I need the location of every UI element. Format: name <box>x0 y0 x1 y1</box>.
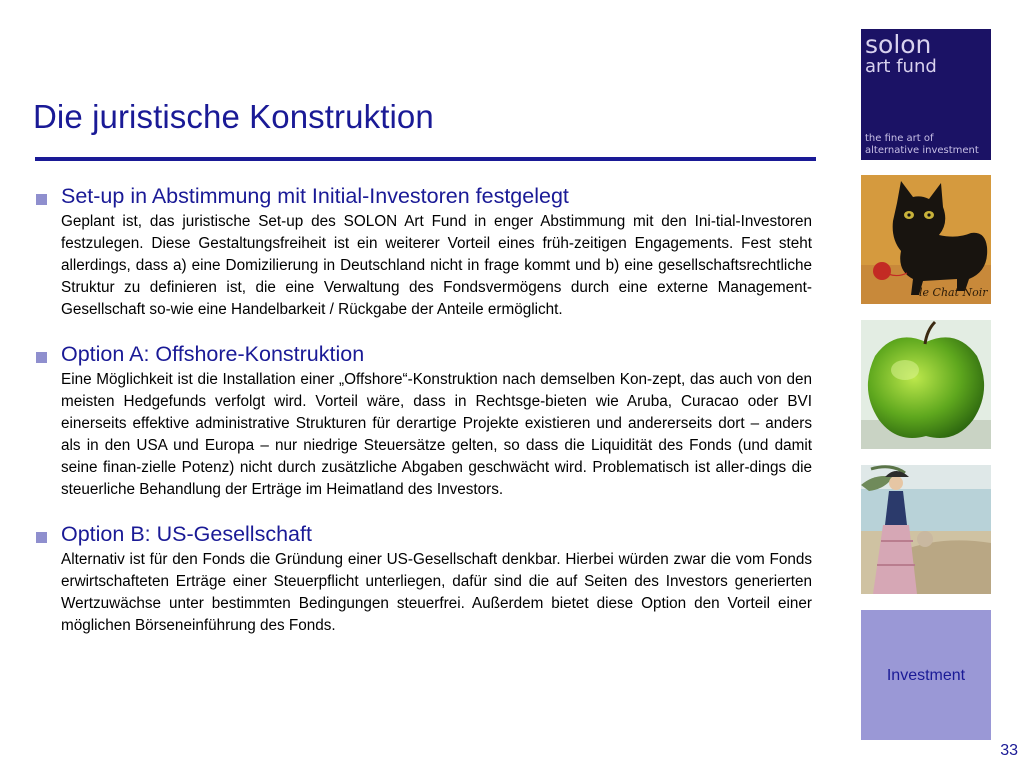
title-underline <box>35 157 816 161</box>
section-setup <box>36 184 812 321</box>
slide-content <box>36 184 812 637</box>
section-body: Geplant ist, das juristische Set-up des SOLON Art Fund in enger Abstimmung mit den Ini-tial-Investoren festzulegen. Diese Gestaltungsfreiheit ist ein weiterer Vorteil eines früh-zeitigen Engagements. Fest steht allerdings, dass a) eine Domizilierung in Deutschland nicht in frage kommt und b) eine gesellschaftsrechtliche Struktur zu definieren ist, die eine Verwaltung des Fondsvermögens durch eine externe Management-Gesellschaft so-wie eine Handelbarkeit / Rückgabe der Anteile ermöglicht. <box>61 213 812 318</box>
black-cat-painting <box>861 175 991 304</box>
investment-label-box <box>861 610 991 740</box>
black-cat-image <box>861 175 991 304</box>
section-body: Eine Möglichkeit ist die Installation einer „Offshore“-Konstruktion nach demselben Kon-zept, das auch von den meisten Hedgefunds verfolgt wird. Vorteil wäre, dass in Rechtsge-bieten wie Aruba, Curacao oder BVI einerseits effektive administrative Strukturen für derartige Projekte existieren und andererseits dort – anders als in den USA und Europa – nur niedrige Steuersätze gelten, so dass die Liquidität des Fonds (und damit seine finan-zielle Potenz) nicht durch zusätzliche Abgaben geschwächt wird. Problematisch ist aller-dings die steuerliche Behandlung der Erträge im Heimatland des Investors. <box>61 371 812 498</box>
logo-tagline <box>865 133 979 156</box>
green-apple-painting <box>861 320 991 449</box>
square-bullet-icon <box>36 532 47 543</box>
section-heading: Option B: US-Gesellschaft <box>61 522 312 546</box>
riviera-poster-image <box>861 465 991 594</box>
square-bullet-icon <box>36 194 47 205</box>
section-option-a <box>36 342 812 501</box>
section-body: Alternativ ist für den Fonds die Gründung einer US-Gesellschaft denkbar. Hierbei würden zwar die vom Fonds erwirtschafteten Erträge einer Steuerpflicht unterliegen, dafür sind die auf Seiten des Investors generierten Wertzuwächse unter bestimmten Bedingungen steuerfrei. Außerdem bietet diese Option den Vorteil einer möglichen Börseneinführung des Fonds. <box>61 551 812 634</box>
green-apple-image <box>861 320 991 449</box>
logo-tagline-line-1: the fine art of <box>865 133 934 144</box>
cat-caption: le Chat Noir <box>919 286 988 299</box>
page-number: 33 <box>1000 742 1018 759</box>
section-heading: Option A: Offshore-Konstruktion <box>61 342 365 366</box>
logo-name: solon <box>865 30 932 59</box>
investment-label: Investment <box>886 667 966 684</box>
logo-tagline-line-2: alternative investment <box>865 144 979 156</box>
square-bullet-icon <box>36 352 47 363</box>
slide-title: Die juristische Konstruktion <box>33 98 434 135</box>
logo-subname: art fund <box>865 56 937 77</box>
section-heading: Set-up in Abstimmung mit Initial-Investoren festgelegt <box>61 184 569 208</box>
solon-art-fund-logo <box>861 29 991 160</box>
riviera-poster-painting <box>861 465 991 594</box>
section-option-b <box>36 522 812 637</box>
